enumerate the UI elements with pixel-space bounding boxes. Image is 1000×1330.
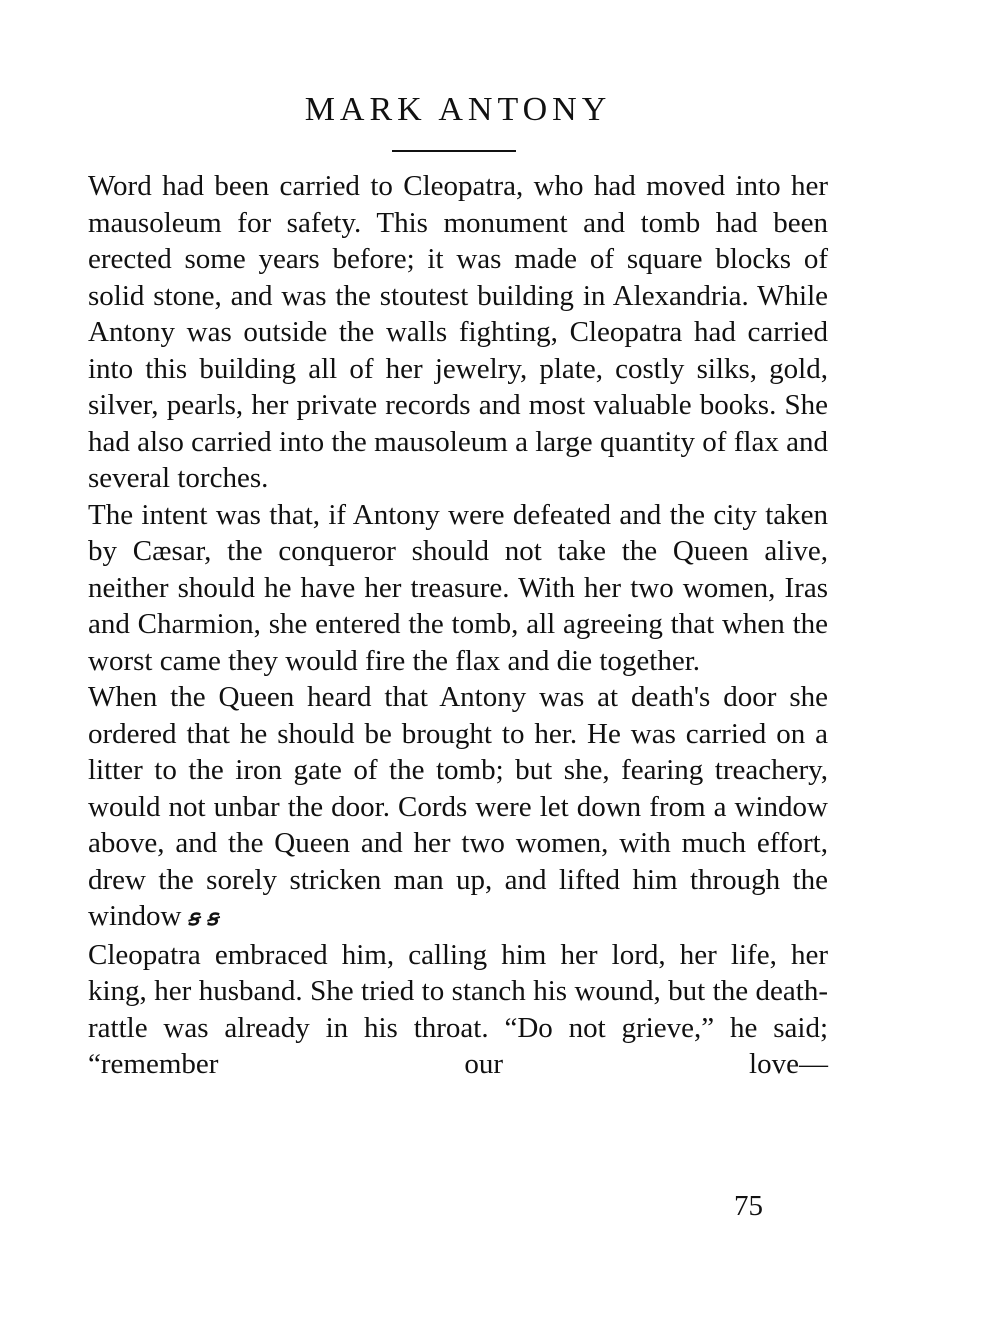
flourish-ornament-icon: ꞩ ꞩ bbox=[187, 905, 219, 930]
paragraph-3 bbox=[88, 679, 828, 937]
running-head: MARK ANTONY bbox=[304, 91, 612, 128]
paragraph-4: Cleopatra embraced him, calling him her lord, her life, her king, her husband. She tried to stanch his wound, but the death-rattle was already in his throat. “Do not grieve,” he said; “remember our love— bbox=[88, 938, 828, 1080]
paragraph-3-text: When the Queen heard that Antony was at death's door she ordered that he should be brought to her. He was carried on a litter to the iron gate of the tomb; but she, fearing treachery, would not unbar the door. Cords were let down from a window above, and the Queen and her two women, with much effort, drew the sorely stricken man up, and lifted him through the window bbox=[88, 681, 828, 932]
paragraph-2: The intent was that, if Antony were defeated and the city taken by Cæsar, the conqueror should not take the Queen alive, neither should he have her treasure. With her two women, Iras and Charmion, she entered the tomb, all agreeing that when the worst came they would fire the flax and die together. bbox=[88, 498, 828, 677]
page-number: 75 bbox=[734, 1190, 763, 1222]
paragraph-1: Word had been carried to Cleopatra, who had moved into her mausoleum for safety. This monument and tomb had been erected some years before; it was made of square blocks of solid stone, and was the stoutest building in Alexandria. While Antony was outside the walls fighting, Cleopatra had carried into this building all of her jewelry, plate, costly silks, gold, silver, pearls, her private records and most valuable books. She had also carried into the mausoleum a large quantity of flax and several torches. bbox=[88, 170, 828, 494]
title-rule bbox=[392, 150, 516, 152]
body-text bbox=[88, 168, 828, 1083]
